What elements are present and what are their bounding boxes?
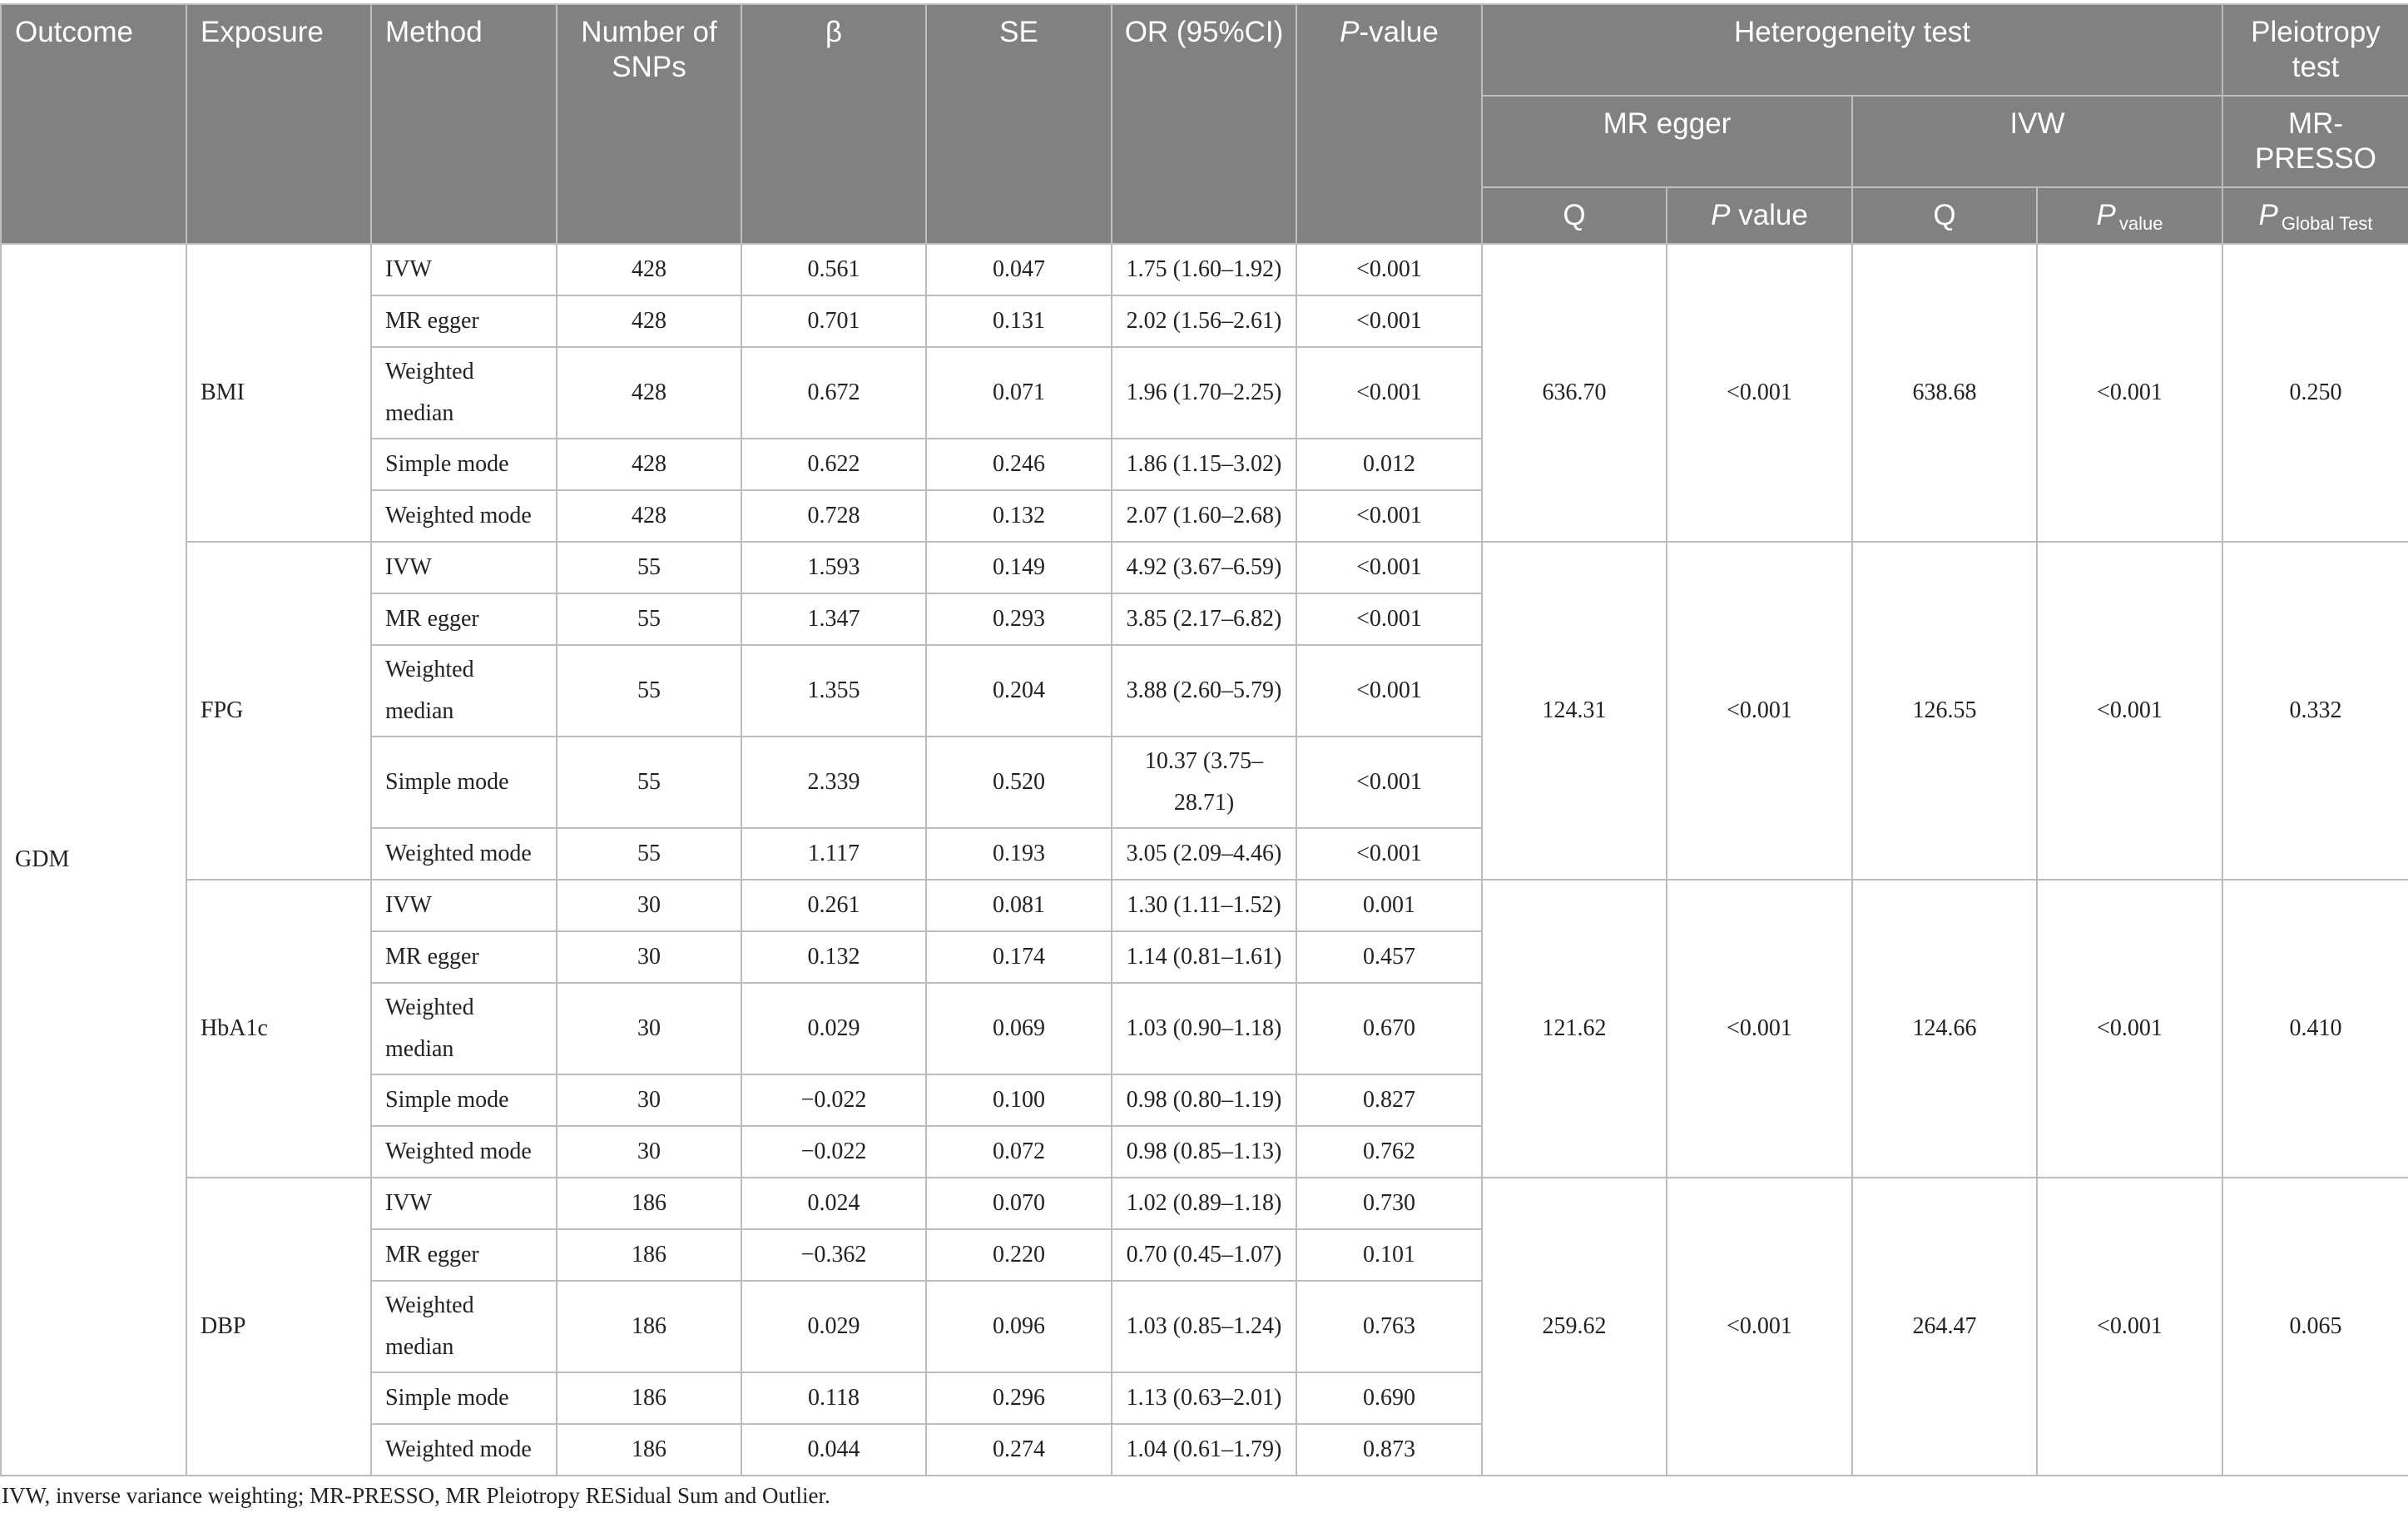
header-se: SE (926, 4, 1112, 244)
cell-se: 0.081 (926, 880, 1112, 931)
cell-or: 1.03 (0.85–1.24) (1112, 1281, 1296, 1372)
header-mr-presso: MR-PRESSO (2222, 96, 2408, 187)
cell-method: Weighted mode (371, 1424, 557, 1476)
cell-method: IVW (371, 1178, 557, 1229)
cell-number-of-snps: 428 (557, 439, 741, 490)
cell-number-of-snps: 186 (557, 1281, 741, 1372)
cell-or: 1.86 (1.15–3.02) (1112, 439, 1296, 490)
cell-number-of-snps: 428 (557, 490, 741, 542)
cell-ivw-q: 264.47 (1852, 1178, 2037, 1476)
cell-or: 3.88 (2.60–5.79) (1112, 645, 1296, 737)
cell-method: MR egger (371, 931, 557, 983)
cell-beta: 1.347 (741, 593, 926, 645)
cell-beta: 1.355 (741, 645, 926, 737)
cell-method: Weighted mode (371, 490, 557, 542)
cell-number-of-snps: 55 (557, 645, 741, 737)
cell-or: 1.96 (1.70–2.25) (1112, 347, 1296, 439)
cell-se: 0.131 (926, 295, 1112, 347)
header-number-of-snps: Number of SNPs (557, 4, 741, 244)
cell-presso-p: 0.410 (2222, 880, 2408, 1178)
table-row (1, 542, 2408, 593)
cell-beta: 0.044 (741, 1424, 926, 1476)
table-row (1, 880, 2408, 931)
cell-number-of-snps: 428 (557, 244, 741, 295)
cell-egger-p: <0.001 (1667, 244, 1852, 542)
cell-egger-q: 636.70 (1482, 244, 1667, 542)
cell-number-of-snps: 55 (557, 737, 741, 828)
table-row (1, 1178, 2408, 1229)
cell-or: 1.14 (0.81–1.61) (1112, 931, 1296, 983)
cell-presso-p: 0.250 (2222, 244, 2408, 542)
cell-exposure: FPG (186, 542, 371, 880)
cell-number-of-snps: 30 (557, 880, 741, 931)
cell-or: 1.02 (0.89–1.18) (1112, 1178, 1296, 1229)
cell-se: 0.274 (926, 1424, 1112, 1476)
cell-p-value: 0.012 (1296, 439, 1482, 490)
header-ivw: IVW (1852, 96, 2222, 187)
cell-ivw-q: 124.66 (1852, 880, 2037, 1178)
cell-se: 0.204 (926, 645, 1112, 737)
cell-number-of-snps: 428 (557, 295, 741, 347)
cell-beta: 0.728 (741, 490, 926, 542)
cell-method: Weighted median (371, 1281, 557, 1372)
cell-egger-p: <0.001 (1667, 880, 1852, 1178)
cell-or: 3.85 (2.17–6.82) (1112, 593, 1296, 645)
cell-ivw-p: <0.001 (2037, 542, 2222, 880)
table-footnote: IVW, inverse variance weighting; MR-PRESSO, MR Pleiotropy RESidual Sum and Outlier. (2, 1483, 830, 1508)
cell-method: Weighted median (371, 983, 557, 1074)
cell-number-of-snps: 30 (557, 1074, 741, 1126)
cell-ivw-p: <0.001 (2037, 1178, 2222, 1476)
cell-ivw-p: <0.001 (2037, 880, 2222, 1178)
cell-se: 0.100 (926, 1074, 1112, 1126)
header-ivw-q: Q (1852, 187, 2037, 244)
header-beta: β (741, 4, 926, 244)
cell-egger-q: 121.62 (1482, 880, 1667, 1178)
cell-beta: 0.261 (741, 880, 926, 931)
cell-p-value: 0.763 (1296, 1281, 1482, 1372)
results-table (0, 3, 2408, 1476)
cell-se: 0.069 (926, 983, 1112, 1074)
cell-beta: 0.029 (741, 1281, 926, 1372)
cell-se: 0.047 (926, 244, 1112, 295)
header-mr-egger: MR egger (1482, 96, 1852, 187)
cell-p-value: 0.670 (1296, 983, 1482, 1074)
cell-ivw-p: <0.001 (2037, 244, 2222, 542)
cell-egger-q: 124.31 (1482, 542, 1667, 880)
cell-or: 1.75 (1.60–1.92) (1112, 244, 1296, 295)
cell-se: 0.520 (926, 737, 1112, 828)
cell-or: 3.05 (2.09–4.46) (1112, 828, 1296, 880)
cell-exposure: DBP (186, 1178, 371, 1476)
cell-p-value: <0.001 (1296, 737, 1482, 828)
cell-p-value: <0.001 (1296, 645, 1482, 737)
cell-p-value: 0.101 (1296, 1229, 1482, 1281)
cell-number-of-snps: 55 (557, 593, 741, 645)
cell-beta: 2.339 (741, 737, 926, 828)
cell-number-of-snps: 428 (557, 347, 741, 439)
cell-egger-q: 259.62 (1482, 1178, 1667, 1476)
cell-number-of-snps: 30 (557, 983, 741, 1074)
cell-p-value: 0.690 (1296, 1372, 1482, 1424)
cell-method: Weighted mode (371, 828, 557, 880)
cell-beta: −0.022 (741, 1126, 926, 1178)
cell-p-value: <0.001 (1296, 593, 1482, 645)
cell-number-of-snps: 186 (557, 1178, 741, 1229)
cell-p-value: 0.457 (1296, 931, 1482, 983)
cell-se: 0.293 (926, 593, 1112, 645)
cell-method: Simple mode (371, 439, 557, 490)
cell-number-of-snps: 55 (557, 542, 741, 593)
cell-method: Simple mode (371, 737, 557, 828)
header-heterogeneity-test: Heterogeneity test (1482, 4, 2222, 96)
header-pleiotropy-test: Pleiotropy test (2222, 4, 2408, 96)
header-egger-p-value (1667, 187, 1852, 244)
cell-exposure: BMI (186, 244, 371, 542)
cell-se: 0.070 (926, 1178, 1112, 1229)
cell-or: 0.70 (0.45–1.07) (1112, 1229, 1296, 1281)
table-header (1, 4, 2408, 244)
cell-p-value: 0.762 (1296, 1126, 1482, 1178)
header-p-value (1296, 4, 1482, 244)
cell-p-value: <0.001 (1296, 244, 1482, 295)
table-body (1, 244, 2408, 1476)
cell-method: IVW (371, 244, 557, 295)
cell-se: 0.220 (926, 1229, 1112, 1281)
cell-beta: 0.118 (741, 1372, 926, 1424)
cell-beta: 0.701 (741, 295, 926, 347)
cell-se: 0.071 (926, 347, 1112, 439)
cell-beta: 0.132 (741, 931, 926, 983)
header-method: Method (371, 4, 557, 244)
cell-number-of-snps: 30 (557, 1126, 741, 1178)
cell-se: 0.296 (926, 1372, 1112, 1424)
cell-p-value: 0.730 (1296, 1178, 1482, 1229)
cell-beta: 0.561 (741, 244, 926, 295)
cell-se: 0.072 (926, 1126, 1112, 1178)
cell-beta: −0.362 (741, 1229, 926, 1281)
cell-method: IVW (371, 542, 557, 593)
cell-beta: 1.117 (741, 828, 926, 880)
table-row (1, 244, 2408, 295)
cell-p-value: 0.873 (1296, 1424, 1482, 1476)
header-presso-p-italic: P (2258, 199, 2278, 231)
header-presso-p-sub: Global Test (2281, 213, 2373, 234)
cell-ivw-q: 638.68 (1852, 244, 2037, 542)
cell-method: Weighted median (371, 347, 557, 439)
cell-number-of-snps: 30 (557, 931, 741, 983)
cell-method: Weighted mode (371, 1126, 557, 1178)
header-ivw-p-value (2037, 187, 2222, 244)
cell-p-value: <0.001 (1296, 490, 1482, 542)
header-outcome: Outcome (1, 4, 186, 244)
header-p-italic: P (1340, 16, 1360, 48)
cell-beta: 0.024 (741, 1178, 926, 1229)
cell-beta: 0.029 (741, 983, 926, 1074)
cell-se: 0.174 (926, 931, 1112, 983)
cell-exposure: HbA1c (186, 880, 371, 1178)
cell-method: Simple mode (371, 1074, 557, 1126)
header-egger-p-rest: value (1730, 199, 1808, 231)
cell-p-value: <0.001 (1296, 347, 1482, 439)
cell-or: 0.98 (0.80–1.19) (1112, 1074, 1296, 1126)
cell-or: 2.02 (1.56–2.61) (1112, 295, 1296, 347)
header-egger-p-italic: P (1711, 199, 1731, 231)
cell-number-of-snps: 186 (557, 1229, 741, 1281)
cell-number-of-snps: 186 (557, 1424, 741, 1476)
cell-or: 4.92 (3.67–6.59) (1112, 542, 1296, 593)
header-p-rest: -value (1359, 16, 1439, 48)
cell-or: 2.07 (1.60–2.68) (1112, 490, 1296, 542)
cell-number-of-snps: 186 (557, 1372, 741, 1424)
cell-se: 0.193 (926, 828, 1112, 880)
cell-beta: 1.593 (741, 542, 926, 593)
cell-number-of-snps: 55 (557, 828, 741, 880)
header-exposure: Exposure (186, 4, 371, 244)
cell-or: 1.03 (0.90–1.18) (1112, 983, 1296, 1074)
cell-method: IVW (371, 880, 557, 931)
cell-se: 0.246 (926, 439, 1112, 490)
cell-presso-p: 0.065 (2222, 1178, 2408, 1476)
cell-p-value: <0.001 (1296, 828, 1482, 880)
cell-beta: 0.622 (741, 439, 926, 490)
cell-p-value: <0.001 (1296, 295, 1482, 347)
cell-egger-p: <0.001 (1667, 542, 1852, 880)
cell-or: 1.13 (0.63–2.01) (1112, 1372, 1296, 1424)
cell-method: Simple mode (371, 1372, 557, 1424)
cell-method: MR egger (371, 1229, 557, 1281)
cell-beta: −0.022 (741, 1074, 926, 1126)
cell-or: 0.98 (0.85–1.13) (1112, 1126, 1296, 1178)
cell-se: 0.096 (926, 1281, 1112, 1372)
cell-or: 1.30 (1.11–1.52) (1112, 880, 1296, 931)
cell-p-value: <0.001 (1296, 542, 1482, 593)
header-or: OR (95%CI) (1112, 4, 1296, 244)
cell-p-value: 0.827 (1296, 1074, 1482, 1126)
header-ivw-p-italic: P (2096, 199, 2116, 231)
cell-or: 1.04 (0.61–1.79) (1112, 1424, 1296, 1476)
cell-beta: 0.672 (741, 347, 926, 439)
header-egger-q: Q (1482, 187, 1667, 244)
cell-or: 10.37 (3.75–28.71) (1112, 737, 1296, 828)
cell-method: MR egger (371, 593, 557, 645)
cell-method: MR egger (371, 295, 557, 347)
header-presso-p-global (2222, 187, 2408, 244)
cell-se: 0.149 (926, 542, 1112, 593)
cell-egger-p: <0.001 (1667, 1178, 1852, 1476)
cell-ivw-q: 126.55 (1852, 542, 2037, 880)
cell-method: Weighted median (371, 645, 557, 737)
cell-outcome: GDM (1, 244, 186, 1476)
cell-p-value: 0.001 (1296, 880, 1482, 931)
cell-presso-p: 0.332 (2222, 542, 2408, 880)
cell-se: 0.132 (926, 490, 1112, 542)
header-ivw-p-sub: value (2118, 213, 2163, 234)
